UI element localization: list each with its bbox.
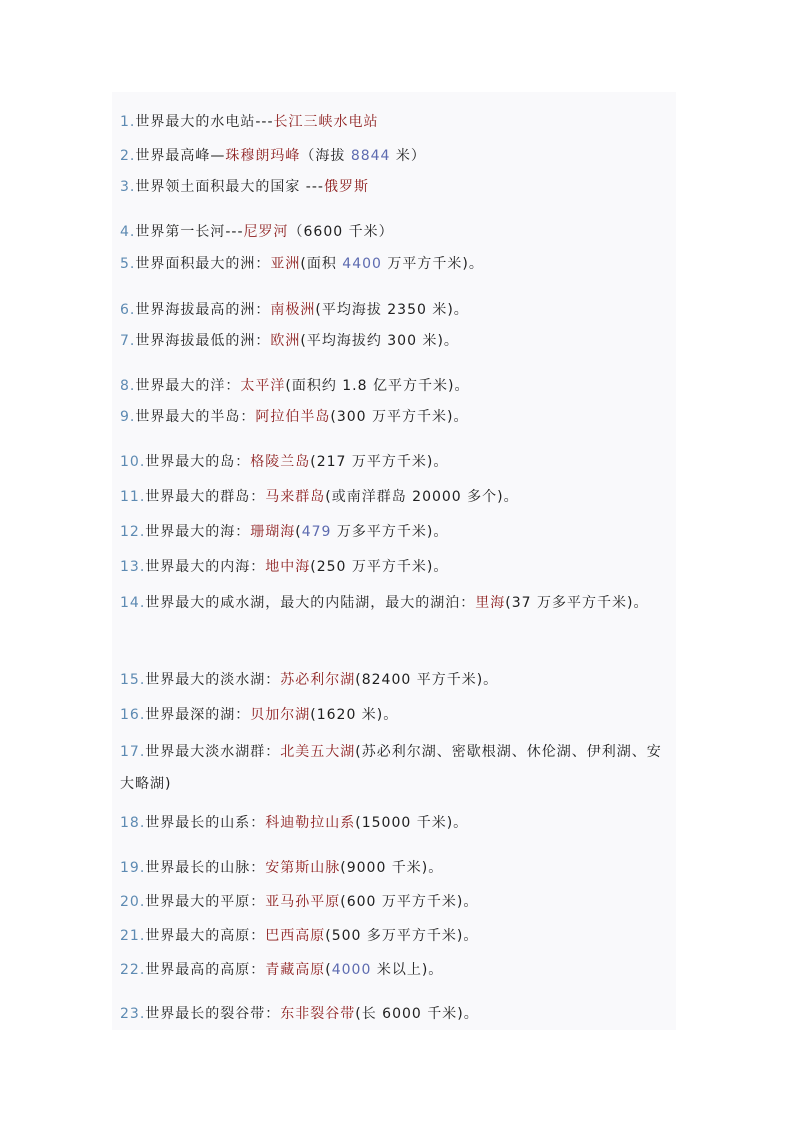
item-text: 世界最大的群岛：: [145, 489, 266, 505]
item-highlight: 珠穆朗玛峰: [225, 148, 301, 164]
item-number: 18.: [120, 815, 146, 831]
item-text: 世界最大的高原：: [145, 928, 266, 944]
item-detail: (300 万平方千米)。: [330, 409, 469, 425]
item-number: 7.: [120, 333, 136, 349]
item-number: 16.: [120, 707, 146, 723]
item-text: 世界最大淡水湖群：: [145, 744, 281, 760]
list-item: [120, 447, 676, 477]
list-item: [120, 552, 676, 582]
item-detail: (长 6000 千米)。: [355, 1006, 479, 1022]
list-item: [120, 736, 676, 800]
item-number-value: 8844: [350, 148, 391, 164]
item-number: 5.: [120, 256, 136, 272]
item-number: 20.: [120, 894, 146, 910]
item-number: 6.: [120, 302, 136, 318]
list-item: [120, 249, 676, 279]
item-detail: (217 万平方千米)。: [310, 454, 449, 470]
list-item: [120, 402, 676, 432]
item-detail: (平均海拔 2350 米)。: [315, 302, 469, 318]
item-highlight: 马来群岛: [265, 489, 326, 505]
item-highlight: 阿拉伯半岛: [255, 409, 331, 425]
item-highlight: 安第斯山脉: [265, 860, 341, 876]
item-number-value: 479: [301, 524, 332, 540]
list-item: [120, 921, 676, 951]
list-item: [120, 482, 676, 512]
list-item: [120, 853, 676, 883]
item-detail: (250 万平方千米)。: [310, 559, 449, 575]
item-text: 世界最大的水电站---: [135, 114, 274, 130]
item-text: 世界最大的半岛：: [135, 409, 256, 425]
item-detail: (平均海拔约 300 米)。: [300, 333, 459, 349]
item-highlight: 亚洲: [270, 256, 301, 272]
item-text: 世界最大的岛：: [145, 454, 251, 470]
item-highlight: 南极洲: [270, 302, 316, 318]
item-number: 19.: [120, 860, 146, 876]
item-text: 世界最大的平原：: [145, 894, 266, 910]
item-detail-tail: 万平方千米)。: [381, 256, 484, 272]
item-text: 世界第一长河---: [135, 224, 244, 240]
list-item: [120, 141, 676, 171]
item-number: 2.: [120, 148, 136, 164]
list-item: [120, 371, 676, 401]
item-highlight: 珊瑚海: [250, 524, 296, 540]
item-highlight: 北美五大湖: [280, 744, 356, 760]
item-text: 世界面积最大的洲：: [135, 256, 271, 272]
item-text: 世界领土面积最大的国家 ---: [135, 179, 324, 195]
item-text: 世界最深的湖：: [145, 707, 251, 723]
item-detail: (苏必利尔湖、密歇根湖、休伦湖、伊利湖、安大略湖): [120, 744, 662, 792]
item-highlight: 地中海: [265, 559, 311, 575]
item-highlight: 亚马孙平原: [265, 894, 341, 910]
item-highlight: 苏必利尔湖: [280, 672, 356, 688]
item-number: 22.: [120, 962, 146, 978]
item-number: 4.: [120, 224, 136, 240]
item-detail: (500 多万平方千米)。: [325, 928, 479, 944]
item-number: 23.: [120, 1006, 146, 1022]
item-number: 9.: [120, 409, 136, 425]
item-highlight: 科迪勒拉山系: [265, 815, 356, 831]
list-item: [120, 217, 676, 247]
item-number: 11.: [120, 489, 146, 505]
list-item: [120, 955, 676, 985]
item-highlight: 贝加尔湖: [250, 707, 311, 723]
item-number: 21.: [120, 928, 146, 944]
item-highlight: 巴西高原: [265, 928, 326, 944]
item-number: 17.: [120, 744, 146, 760]
item-detail: (面积约 1.8 亿平方千米)。: [285, 378, 470, 394]
item-text: 世界海拔最高的洲：: [135, 302, 271, 318]
item-detail: （海拔: [300, 148, 351, 164]
list-item: [120, 808, 676, 838]
item-number: 13.: [120, 559, 146, 575]
list-item: [120, 172, 676, 202]
item-detail: (: [295, 524, 302, 540]
item-detail-tail: 万多平方千米)。: [331, 524, 449, 540]
item-highlight: 青藏高原: [265, 962, 326, 978]
item-highlight: 太平洋: [240, 378, 286, 394]
item-detail: (: [325, 962, 332, 978]
list-item: [120, 295, 676, 325]
item-highlight: 里海: [475, 595, 506, 611]
item-number: 15.: [120, 672, 146, 688]
item-number-value: 4400: [342, 256, 382, 272]
item-number: 3.: [120, 179, 136, 195]
item-text: 世界最大的淡水湖：: [145, 672, 281, 688]
item-number: 1.: [120, 114, 136, 130]
item-detail: (面积: [300, 256, 343, 272]
item-number: 12.: [120, 524, 146, 540]
item-highlight: 东非裂谷带: [280, 1006, 356, 1022]
list-item: [120, 517, 676, 547]
list-item: [120, 887, 676, 917]
item-number: 10.: [120, 454, 146, 470]
item-highlight: 长江三峡水电站: [273, 114, 379, 130]
item-text: 世界最大的洋：: [135, 378, 241, 394]
item-number: 8.: [120, 378, 136, 394]
item-detail: (82400 平方千米)。: [355, 672, 499, 688]
item-number-value: 4000: [331, 962, 372, 978]
item-text: 世界最高峰—: [135, 148, 226, 164]
item-detail-tail: 米）: [390, 148, 426, 164]
item-detail: (9000 千米)。: [340, 860, 444, 876]
list-item: [120, 999, 676, 1029]
item-detail: (或南洋群岛 20000 多个)。: [325, 489, 519, 505]
item-highlight: 格陵兰岛: [250, 454, 311, 470]
item-detail: (600 万平方千米)。: [340, 894, 479, 910]
item-detail-tail: 米以上)。: [371, 962, 444, 978]
item-highlight: 俄罗斯: [323, 179, 369, 195]
item-detail: （6600 千米）: [288, 224, 394, 240]
list-item: [120, 107, 676, 137]
list-item: [120, 700, 676, 730]
item-highlight: 尼罗河: [243, 224, 289, 240]
item-number: 14.: [120, 595, 146, 611]
item-detail: (1620 米)。: [310, 707, 399, 723]
item-text: 世界最长的裂谷带：: [145, 1006, 281, 1022]
list-item: [120, 326, 676, 356]
item-text: 世界最长的山脉：: [145, 860, 266, 876]
item-text: 世界最高的高原：: [145, 962, 266, 978]
item-text: 世界最大的海：: [145, 524, 251, 540]
item-text: 世界最长的山系：: [145, 815, 266, 831]
item-detail: (37 万多平方千米)。: [505, 595, 649, 611]
item-text: 世界海拔最低的洲：: [135, 333, 271, 349]
item-detail: (15000 千米)。: [355, 815, 469, 831]
item-highlight: 欧洲: [270, 333, 301, 349]
list-item: [120, 665, 676, 695]
list-item: [120, 587, 676, 619]
item-text: 世界最大的内海：: [145, 559, 266, 575]
item-text: 世界最大的咸水湖，最大的内陆湖，最大的湖泊：: [145, 595, 476, 611]
